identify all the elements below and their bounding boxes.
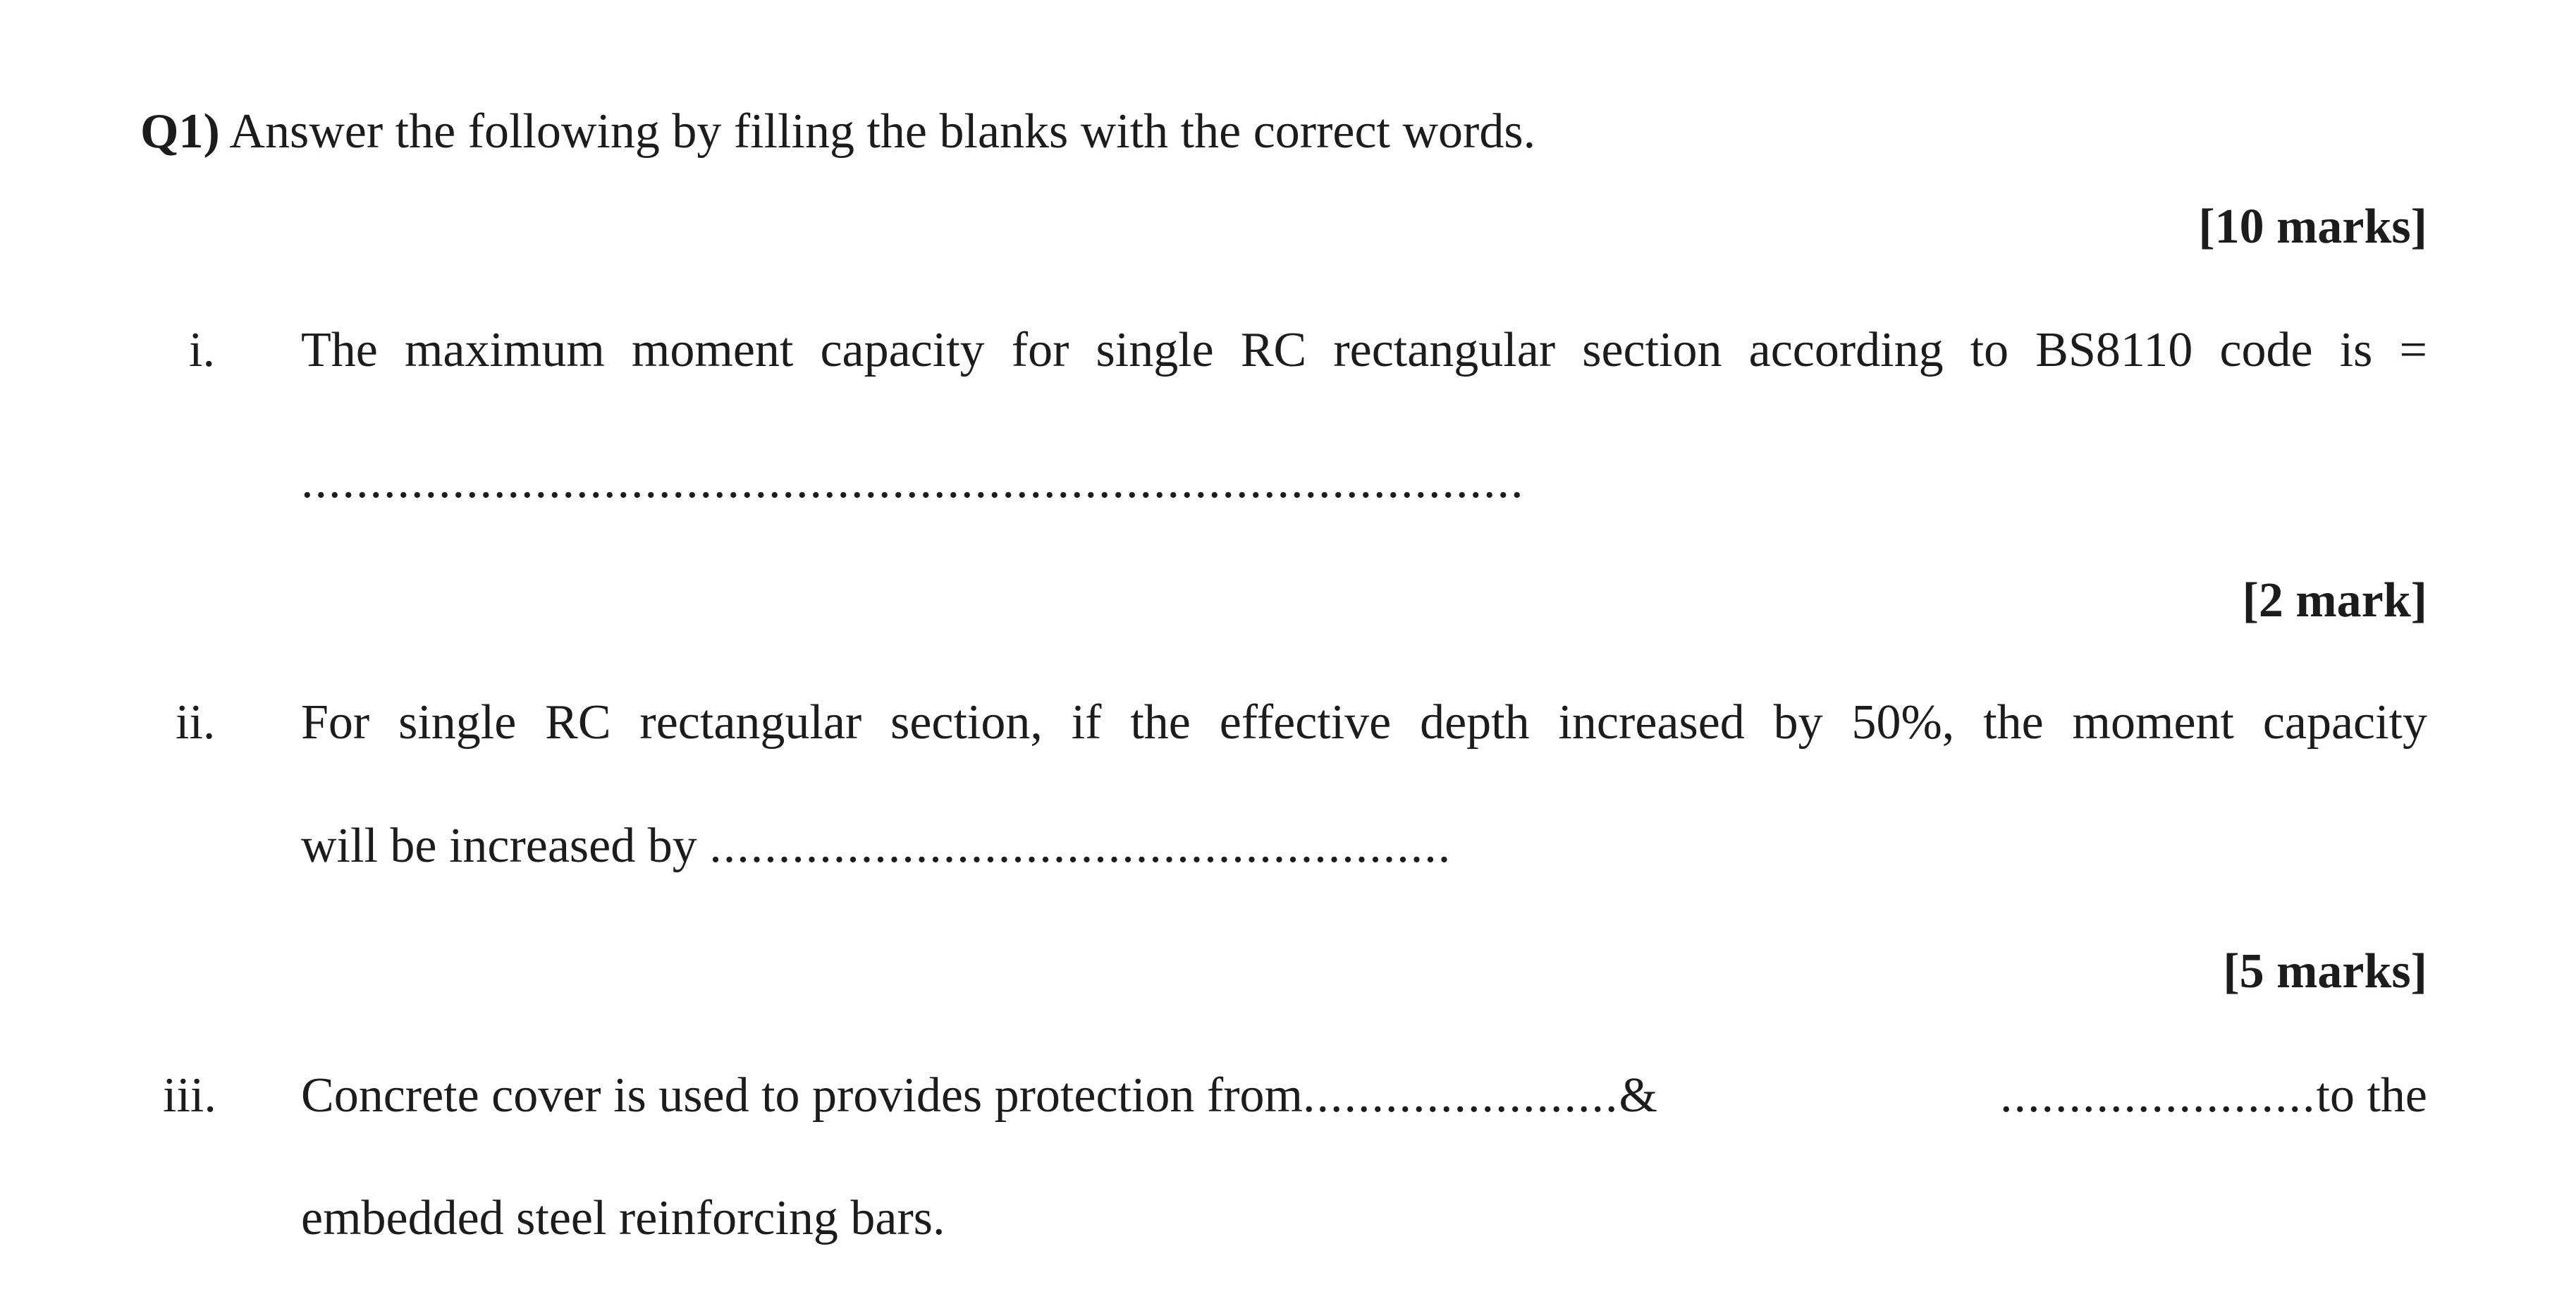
item-iii-text-a: Concrete cover is used to provides protection from	[301, 1068, 1303, 1123]
item-iii-line1-end	[2000, 1068, 2427, 1123]
item-ii-blank: ......................................................	[709, 819, 1452, 873]
item-iii-line1	[301, 1068, 2427, 1123]
item-iii-line1-start	[301, 1068, 1657, 1123]
item-i-line1: The maximum moment capacity for single RC rectangular section according to BS8110 code is =	[301, 323, 2427, 377]
item-ii-line1: For single RC rectangular section, if the effective depth increased by 50%, the moment capacity	[301, 695, 2427, 750]
item-ii-line2	[301, 819, 1452, 873]
item-number-ii: ii.	[176, 695, 216, 750]
item-i-blank: .........................................................................................	[301, 454, 1525, 508]
item-ii-marks: [5 marks]	[2223, 944, 2427, 999]
item-ii-line2-text: will be increased by	[301, 819, 697, 873]
item-iii-ampersand: &	[1619, 1068, 1657, 1123]
question-label: Q1)	[140, 104, 220, 159]
question-instruction: Answer the following by filling the blanks with the correct words.	[229, 104, 1536, 159]
item-i-marks: [2 mark]	[2242, 573, 2427, 628]
item-iii-blank-b: .......................	[2000, 1068, 2317, 1123]
total-marks: [10 marks]	[2198, 200, 2427, 254]
item-number-iii: iii.	[163, 1068, 216, 1123]
item-iii-line2: embedded steel reinforcing bars.	[301, 1191, 945, 1245]
question-heading	[140, 104, 1536, 159]
item-iii-text-b: to the	[2316, 1068, 2427, 1123]
item-number-i: i.	[189, 323, 215, 377]
item-iii-blank-a: .......................	[1303, 1068, 1619, 1123]
